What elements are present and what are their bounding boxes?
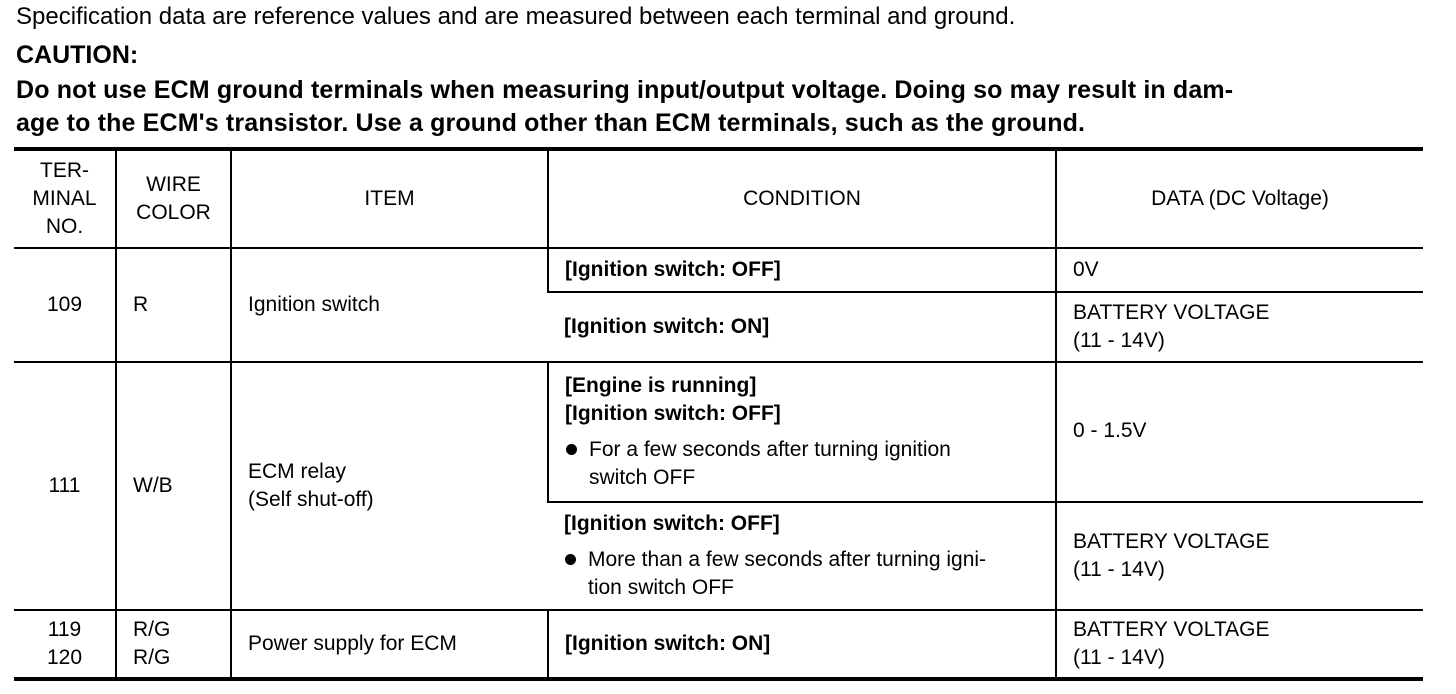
intro-text: Specification data are reference values and are measured between each terminal and ground. xyxy=(16,3,1016,30)
terminal-no-cell: 109 xyxy=(46,293,83,316)
header-wire-color: WIRE COLOR xyxy=(116,149,231,248)
table-row xyxy=(14,610,1423,679)
item-cell: ECM relay (Self shut-off) xyxy=(231,362,548,610)
bullet-note: For a few seconds after turning ignition switch OFF xyxy=(565,436,1045,492)
bullet-dot-icon xyxy=(566,444,577,455)
data-cell: 0 - 1.5V xyxy=(1056,362,1423,502)
header-item: ITEM xyxy=(231,149,548,248)
condition-cell: [Ignition switch: OFF] More than a few seconds after turning igni- tion switch OFF xyxy=(548,502,1056,610)
header-row xyxy=(14,149,1423,248)
condition-cell: [Ignition switch: ON] xyxy=(548,292,1056,362)
caution-heading: CAUTION: xyxy=(16,41,139,69)
wire-color-cell: W/B xyxy=(116,362,231,610)
data-cell: BATTERY VOLTAGE (11 - 14V) xyxy=(1056,610,1423,679)
table-row xyxy=(14,362,1423,502)
header-terminal-no: TER- MINAL NO. xyxy=(14,149,116,248)
caution-line: age to the ECM's transistor. Use a ground other than ECM terminals, such as the ground. xyxy=(16,109,1086,137)
item-cell: Ignition switch xyxy=(231,248,548,362)
bullet-dot-icon xyxy=(565,554,576,565)
bullet-note: More than a few seconds after turning igni- tion switch OFF xyxy=(564,546,1045,602)
data-cell: BATTERY VOLTAGE (11 - 14V) xyxy=(1056,292,1423,362)
caution-line: Do not use ECM ground terminals when measuring input/output voltage. Doing so may result in dam- xyxy=(16,76,1234,104)
data-cell: BATTERY VOLTAGE (11 - 14V) xyxy=(1056,502,1423,610)
condition-cell: [Ignition switch: OFF] xyxy=(548,248,1056,292)
condition-cell: [Engine is running] [Ignition switch: OFF] For a few seconds after turning ignition switch OFF xyxy=(548,362,1056,502)
condition-cell: [Ignition switch: ON] xyxy=(548,610,1056,679)
caution-text xyxy=(16,74,1426,140)
header-condition: CONDITION xyxy=(548,149,1056,248)
item-cell: Power supply for ECM xyxy=(231,610,548,679)
terminal-no-cell: 111 xyxy=(14,362,116,610)
data-cell: 0V xyxy=(1056,248,1423,292)
terminal-spec-table xyxy=(14,147,1423,681)
header-data: DATA (DC Voltage) xyxy=(1056,149,1423,248)
table-row xyxy=(14,248,1423,292)
terminal-no-cell: 119 120 xyxy=(14,610,116,679)
wire-color-cell: R/G R/G xyxy=(116,610,231,679)
wire-color-cell: R xyxy=(116,248,231,362)
